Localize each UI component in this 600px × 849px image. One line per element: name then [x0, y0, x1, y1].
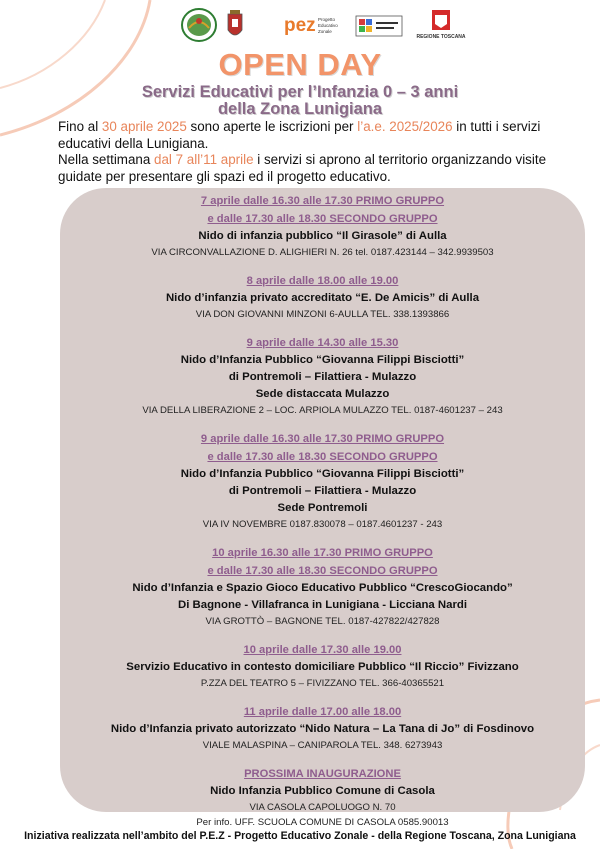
municipality-round-logo [181, 8, 217, 42]
entry-service-name: Nido d’Infanzia e Spazio Gioco Educativo Pubblico “CrescoGiocando” [132, 582, 513, 594]
entry-date: 10 aprile 16.30 alle 17.30 PRIMO GRUPPO [212, 547, 433, 559]
entry-service-name: Di Bagnone - Villafranca in Lunigiana - Licciana Nardi [177, 599, 468, 611]
subtitle-line-1: Servizi Educativi per l’Infanzia 0 – 3 anni [141, 83, 459, 101]
entry-service-name: Nido d’Infanzia privato autorizzato “Nido Natura – La Tana di Jo” di Fosdinovo [110, 723, 535, 735]
entry-address: P.ZZA DEL TEATRO 5 – FIVIZZANO TEL. 366-40365521 [200, 678, 445, 689]
svg-text:Progetto: Progetto [318, 17, 336, 22]
svg-text:Zonale: Zonale [318, 29, 332, 34]
entry-date: PROSSIMA INAUGURAZIONE [244, 768, 401, 780]
entry-service-name: Nido di infanzia pubblico “Il Girasole” di Aulla [198, 230, 447, 242]
schedule-entry [60, 765, 585, 830]
entry-date: 9 aprile dalle 16.30 alle 17.30 PRIMO GRUPPO [200, 433, 445, 445]
svg-text:REGIONE TOSCANA: REGIONE TOSCANA [416, 34, 466, 40]
schedule-entry [60, 430, 585, 532]
subtitle-line-2: della Zona Lunigiana [217, 100, 383, 118]
entry-date: e dalle 17.30 alle 18.30 SECONDO GRUPPO [207, 565, 438, 577]
entry-service-name: di Pontremoli – Filattiera - Mulazzo [228, 371, 417, 383]
entry-service-name: Nido d’infanzia privato accreditato “E. De Amicis” di Aulla [165, 292, 480, 304]
entry-date: 11 aprile dalle 17.00 alle 18.00 [243, 706, 402, 718]
intro-p2-a: Nella settimana [58, 152, 155, 167]
intro-p1-b: sono aperte le iscrizioni per [186, 119, 358, 134]
schedule-entry [60, 334, 585, 418]
logo-bar [0, 8, 600, 46]
regione-toscana-logo [416, 10, 466, 44]
schedule-entry [60, 192, 585, 260]
entry-service-name: Sede distaccata Mulazzo [255, 388, 390, 400]
intro-school-year: l’a.e. 2025/2026 [357, 119, 453, 134]
network-logo [356, 16, 402, 36]
pez-logo [284, 12, 344, 40]
entry-service-name: Servizio Educativo in contesto domiciliare Pubblico “Il Riccio” Fivizzano [126, 661, 519, 673]
entry-service-name: Nido d’Infanzia Pubblico “Giovanna Filippi Bisciotti” [180, 468, 465, 480]
entry-address: VIA CIRCONVALLAZIONE D. ALIGHIERI N. 26 tel. 0187.423144 – 342.9939503 [151, 247, 494, 258]
svg-text:Educativo: Educativo [318, 23, 338, 28]
comune-crest-logo [225, 8, 245, 42]
entry-date: e dalle 17.30 alle 18.30 SECONDO GRUPPO [207, 451, 438, 463]
entry-info: Per info. UFF. SCUOLA COMUNE DI CASOLA 0585.90013 [196, 817, 449, 828]
entry-date: 8 aprile dalle 18.00 alle 19.00 [246, 275, 399, 287]
intro-p2-b: i servizi si aprono al territorio organizzando visite guidate per presentare gli spazi ed il progetto educativo. [58, 152, 547, 184]
entry-service-name: di Pontremoli – Filattiera - Mulazzo [228, 485, 417, 497]
entry-address: VIA CASOLA CAPOLUOGO N. 70 [249, 802, 396, 813]
intro-open-week-dates: dal 7 all’11 aprile [154, 152, 254, 167]
entry-date: 7 aprile dalle 16.30 alle 17.30 PRIMO GRUPPO [200, 195, 445, 207]
footer-note: Iniziativa realizzata nell’ambito del P.E.Z - Progetto Educativo Zonale - della Regione Toscana, Zona Lunigiana [24, 830, 576, 842]
entry-service-name: Sede Pontremoli [277, 502, 368, 514]
intro-p1-c: in tutti i servizi educativi della Lunigiana. [58, 119, 541, 151]
entry-address: VIA IV NOVEMBRE 0187.830078 – 0187.4601237 - 243 [202, 519, 443, 530]
svg-text:pez: pez [284, 15, 316, 36]
entry-service-name: Nido Infanzia Pubblico Comune di Casola [210, 785, 435, 797]
entry-date: 9 aprile dalle 14.30 alle 15.30 [246, 337, 399, 349]
intro-text [58, 119, 568, 185]
schedule-entry [60, 641, 585, 691]
subtitle [0, 84, 600, 118]
entry-address: VIA DON GIOVANNI MINZONI 6-AULLA TEL. 338.1393866 [195, 309, 450, 320]
schedule-entry [60, 544, 585, 629]
entry-date: e dalle 17.30 alle 18.30 SECONDO GRUPPO [207, 213, 438, 225]
schedule-list [60, 192, 585, 842]
entry-address: VIALE MALASPINA – CANIPAROLA TEL. 348. 6273943 [202, 740, 443, 751]
intro-enrollment-deadline: 30 aprile 2025 [101, 119, 187, 134]
entry-address: VIA DELLA LIBERAZIONE 2 – LOC. ARPIOLA MULAZZO TEL. 0187-4601237 – 243 [142, 405, 503, 416]
entry-date: 10 aprile dalle 17.30 alle 19.00 [243, 644, 402, 656]
page-title: OPEN DAY [218, 47, 382, 82]
schedule-entry [60, 272, 585, 322]
intro-p1-a: Fino al [58, 119, 102, 134]
entry-address: VIA GROTTÒ – BAGNONE TEL. 0187-427822/427828 [205, 616, 440, 627]
schedule-entry [60, 703, 585, 753]
entry-service-name: Nido d’Infanzia Pubblico “Giovanna Filippi Bisciotti” [180, 354, 465, 366]
